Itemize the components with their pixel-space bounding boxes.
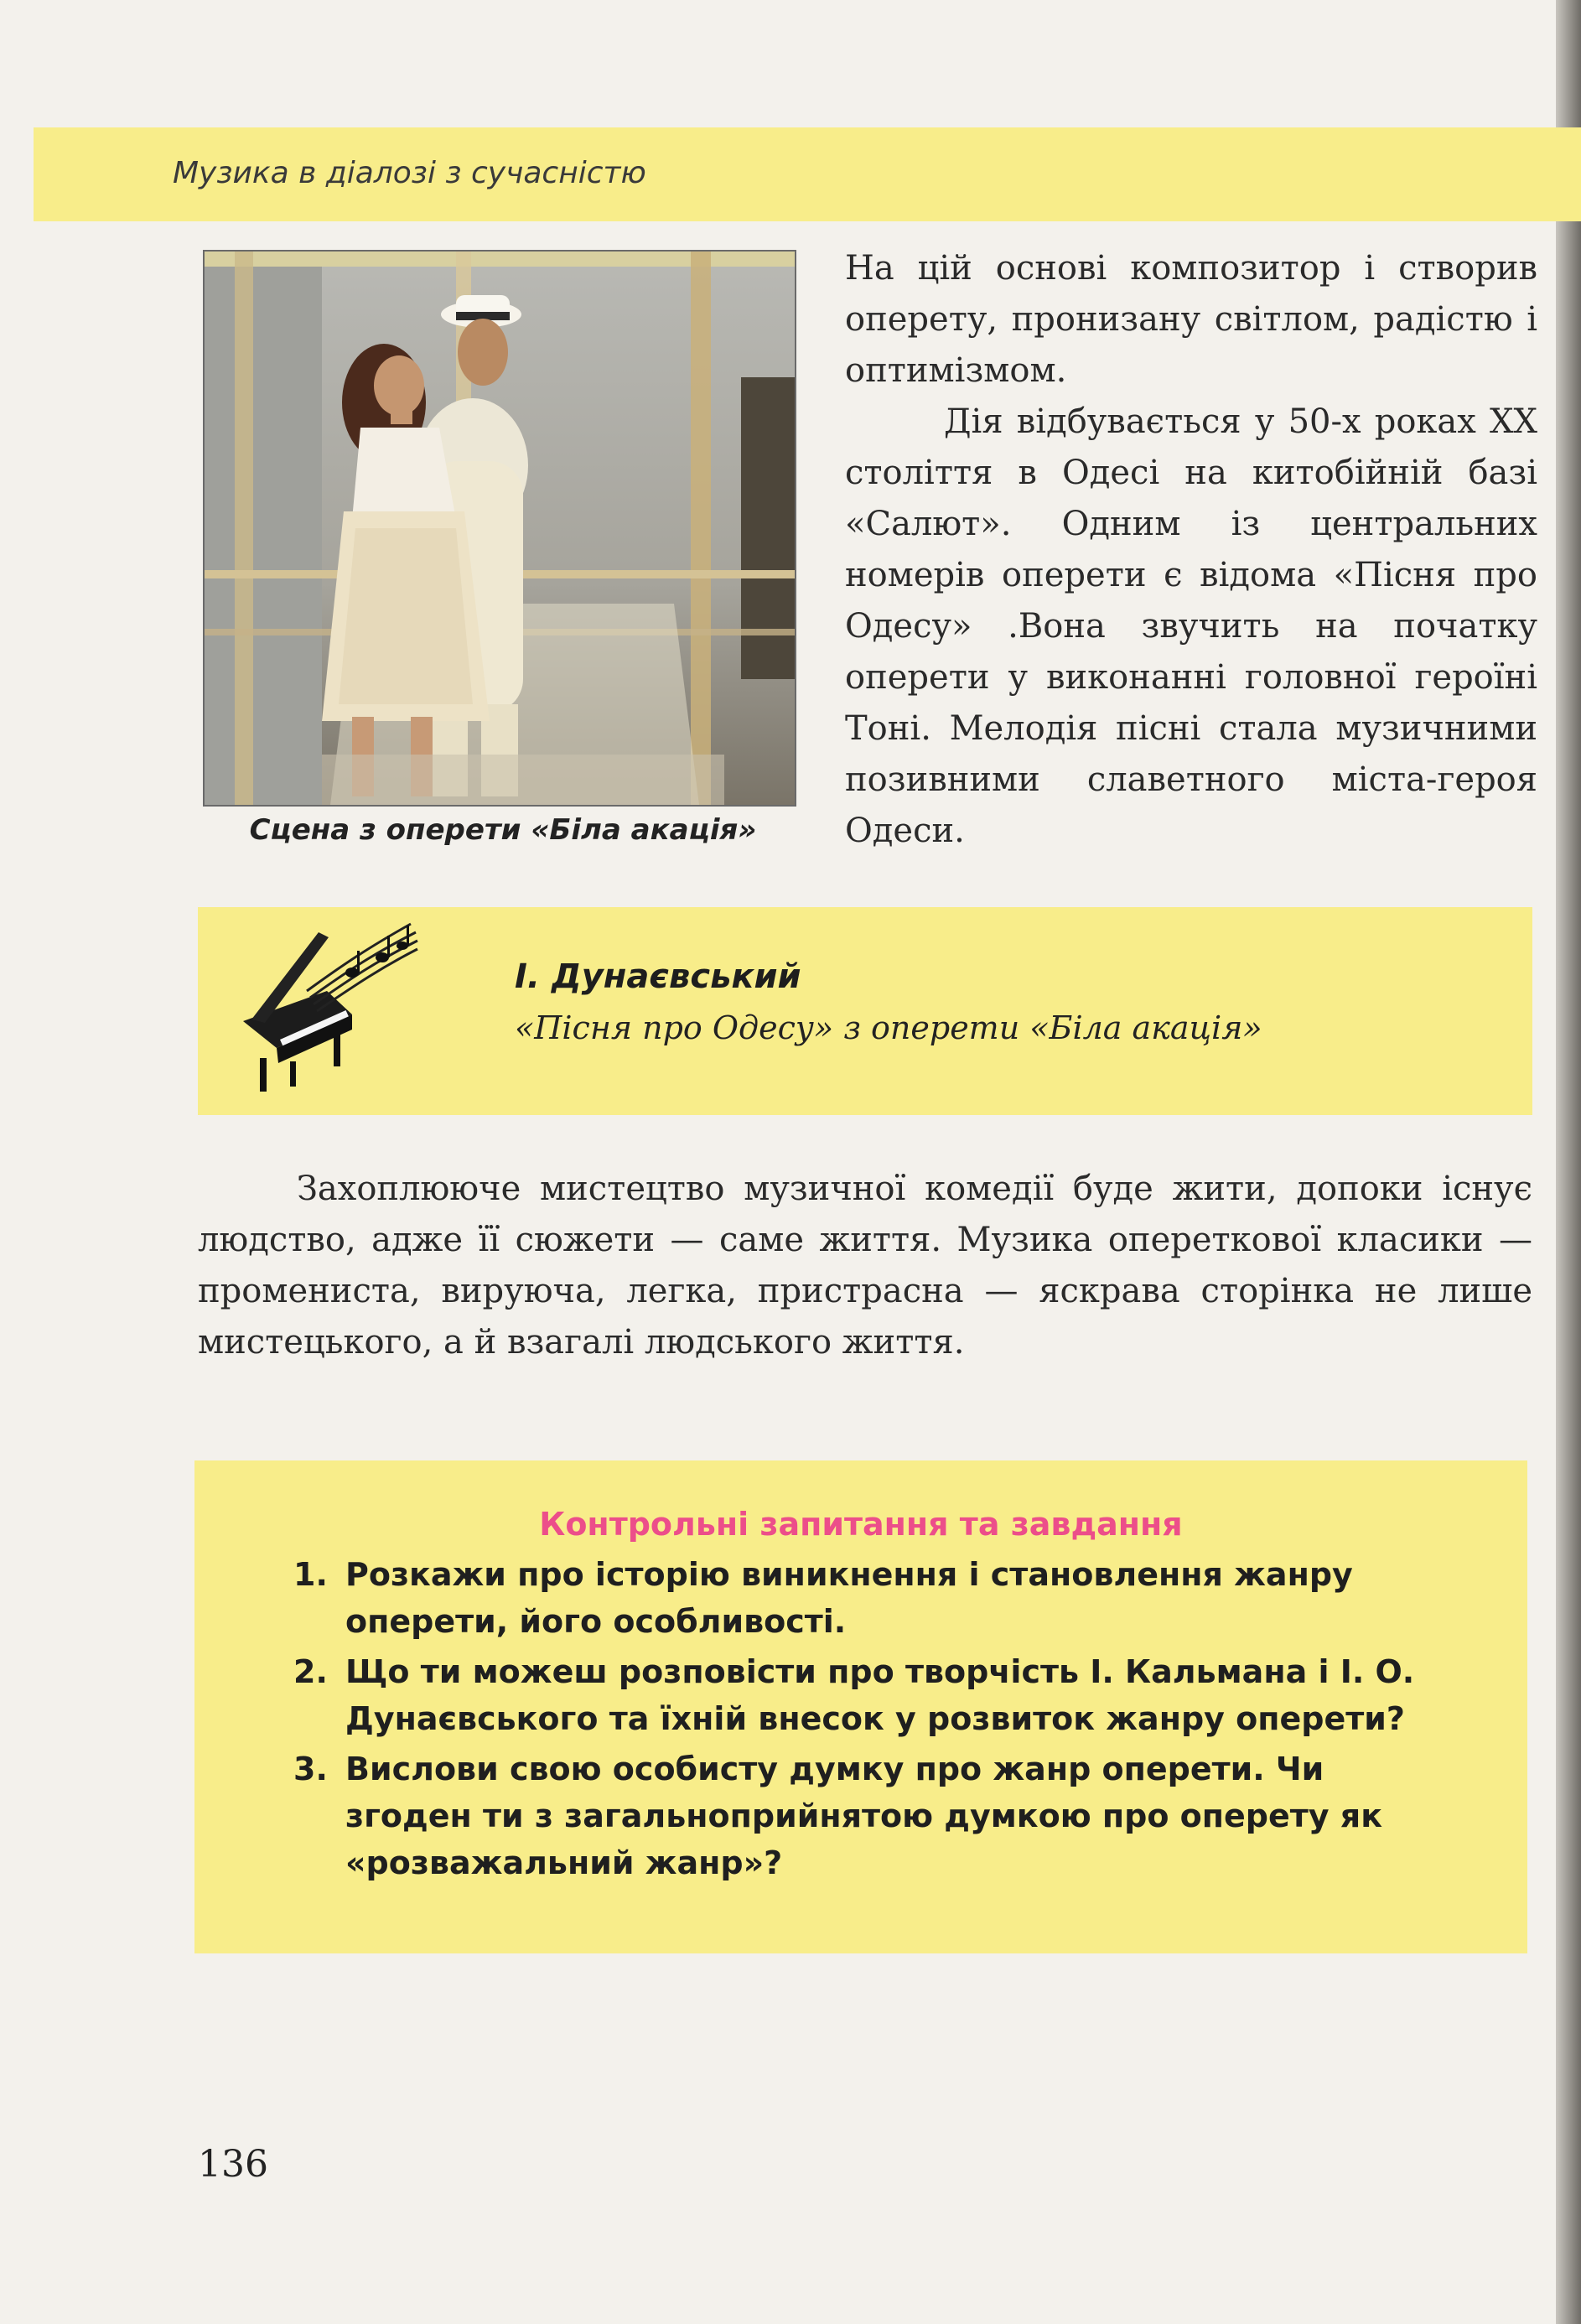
operetta-scene-photo	[203, 250, 796, 807]
question-text: Що ти можеш розповісти про творчість І. Кальмана і І. О. Дунаєвського та їхній внесок у розвиток жанру оперети?	[345, 1653, 1415, 1737]
work-title: «Пісня про Одесу» з оперети «Біла акація»	[515, 1009, 1262, 1046]
page-edge	[1556, 0, 1581, 2324]
body-column	[845, 243, 1537, 857]
composer-name: І. Дунаєвський	[515, 957, 801, 996]
question-number: 1.	[293, 1556, 328, 1593]
piano-with-notes-icon	[226, 914, 419, 1097]
body-paragraph: Дія відбувається у 50-х роках XX століття в Одесі на китобійній базі «Салют». Одним із центральних номерів оперети є відома «Пісня про Одесу» .Вона звучить на початку оперети у виконанні головної героїні Тоні. Мелодія пісні стала музичними позивними славетного міста-героя Одеси.	[845, 402, 1537, 850]
question-item	[293, 1551, 1450, 1645]
conclusion-paragraph: Захоплююче мистецтво музичної комедії буде жити, допоки існує людство, адже її сюжети — саме життя. Музика опереткової класики — промениста, вируюча, легка, пристрасна — яскрава сторінка не лише мистецького, а й взагалі людського життя.	[198, 1170, 1532, 1362]
running-header: Музика в діалозі з сучасністю	[173, 156, 646, 190]
body-paragraph: На цій основі композитор і створив оперету, пронизану світлом, радістю і оптимізмом.	[845, 249, 1537, 390]
page-number: 136	[198, 2143, 268, 2186]
question-text: Розкажи про історію виникнення і становлення жанру оперети, його особливості.	[345, 1556, 1353, 1640]
photo-caption: Сцена з оперети «Біла акація»	[249, 813, 757, 847]
question-item	[293, 1648, 1450, 1742]
question-number: 2.	[293, 1653, 328, 1690]
questions-title: Контрольні запитання та завдання	[539, 1506, 1183, 1543]
question-number: 3.	[293, 1751, 328, 1787]
question-text: Вислови свою особисту думку про жанр оперети. Чи згоден ти з загальноприйнятою думкою про оперету як «розважальний жанр»?	[345, 1751, 1382, 1881]
question-item	[293, 1746, 1450, 1886]
questions-list	[293, 1551, 1450, 1890]
